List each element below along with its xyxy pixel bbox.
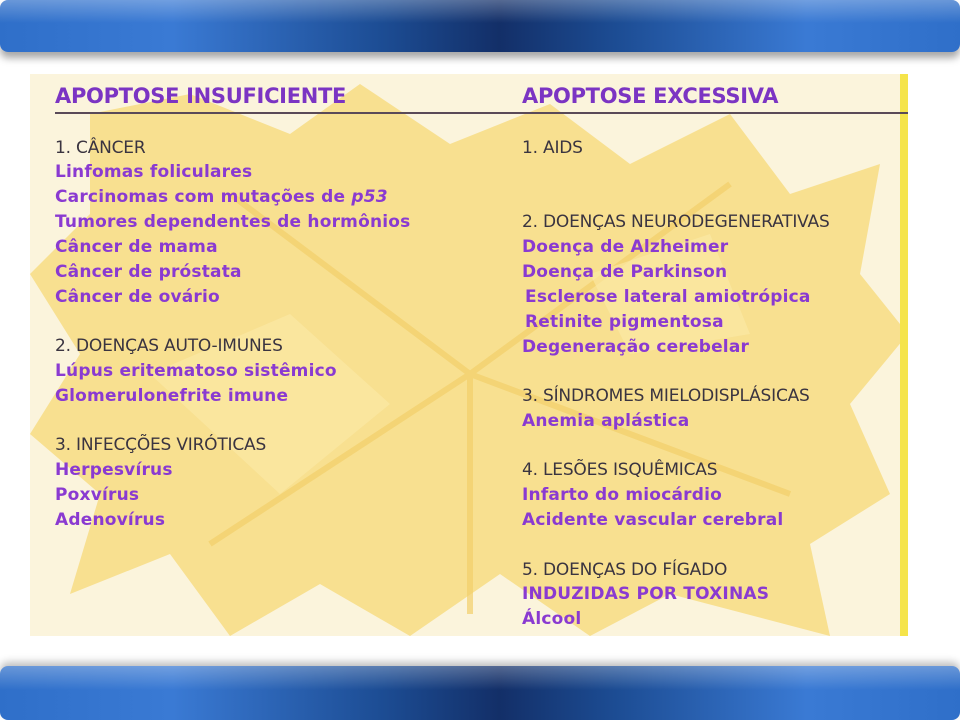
list-item: Linfomas foliculares bbox=[55, 162, 253, 182]
list-item: Câncer de próstata bbox=[55, 262, 242, 282]
list-item bbox=[55, 187, 388, 207]
section-title: 4. LESÕES ISQUÊMICAS bbox=[522, 460, 718, 480]
list-item: Câncer de mama bbox=[55, 237, 218, 257]
slide-content bbox=[30, 74, 908, 636]
list-item: Álcool bbox=[522, 609, 582, 629]
left-heading: APOPTOSE INSUFICIENTE bbox=[55, 84, 347, 108]
list-item: Acidente vascular cerebral bbox=[522, 510, 784, 530]
section-title: 3. SÍNDROMES MIELODISPLÁSICAS bbox=[522, 386, 810, 406]
list-item: Poxvírus bbox=[55, 485, 140, 505]
section-title: 1. CÂNCER bbox=[55, 138, 146, 158]
list-item: Infarto do miocárdio bbox=[522, 485, 722, 505]
list-item: Esclerose lateral amiotrópica bbox=[525, 287, 811, 307]
side-stripe bbox=[900, 74, 908, 636]
section-title: 2. DOENÇAS NEURODEGENERATIVAS bbox=[522, 212, 830, 232]
right-heading: APOPTOSE EXCESSIVA bbox=[522, 84, 779, 108]
item-text: Carcinomas com mutações de bbox=[55, 187, 346, 207]
list-item: Herpesvírus bbox=[55, 460, 173, 480]
list-item: Doença de Alzheimer bbox=[522, 237, 729, 257]
list-item: Câncer de ovário bbox=[55, 287, 220, 307]
footer-bar bbox=[0, 666, 960, 720]
list-item: Adenovírus bbox=[55, 510, 166, 530]
header-bar bbox=[0, 0, 960, 52]
list-item: Anemia aplástica bbox=[522, 411, 690, 431]
section-title: 2. DOENÇAS AUTO-IMUNES bbox=[55, 336, 283, 356]
list-item: INDUZIDAS POR TOXINAS bbox=[522, 584, 770, 604]
list-item: Retinite pigmentosa bbox=[525, 312, 724, 332]
section-title: 1. AIDS bbox=[522, 138, 583, 158]
section-title: 5. DOENÇAS DO FÍGADO bbox=[522, 560, 728, 580]
left-heading-rule bbox=[55, 112, 522, 114]
gene-name: p53 bbox=[351, 187, 388, 207]
list-item: Doença de Parkinson bbox=[522, 262, 728, 282]
list-item: Glomerulonefrite imune bbox=[55, 386, 289, 406]
section-title: 3. INFECÇÕES VIRÓTICAS bbox=[55, 435, 267, 455]
right-heading-rule bbox=[516, 112, 908, 114]
list-item: Degeneração cerebelar bbox=[522, 337, 750, 357]
list-item: Lúpus eritematoso sistêmico bbox=[55, 361, 337, 381]
list-item: Tumores dependentes de hormônios bbox=[55, 212, 411, 232]
